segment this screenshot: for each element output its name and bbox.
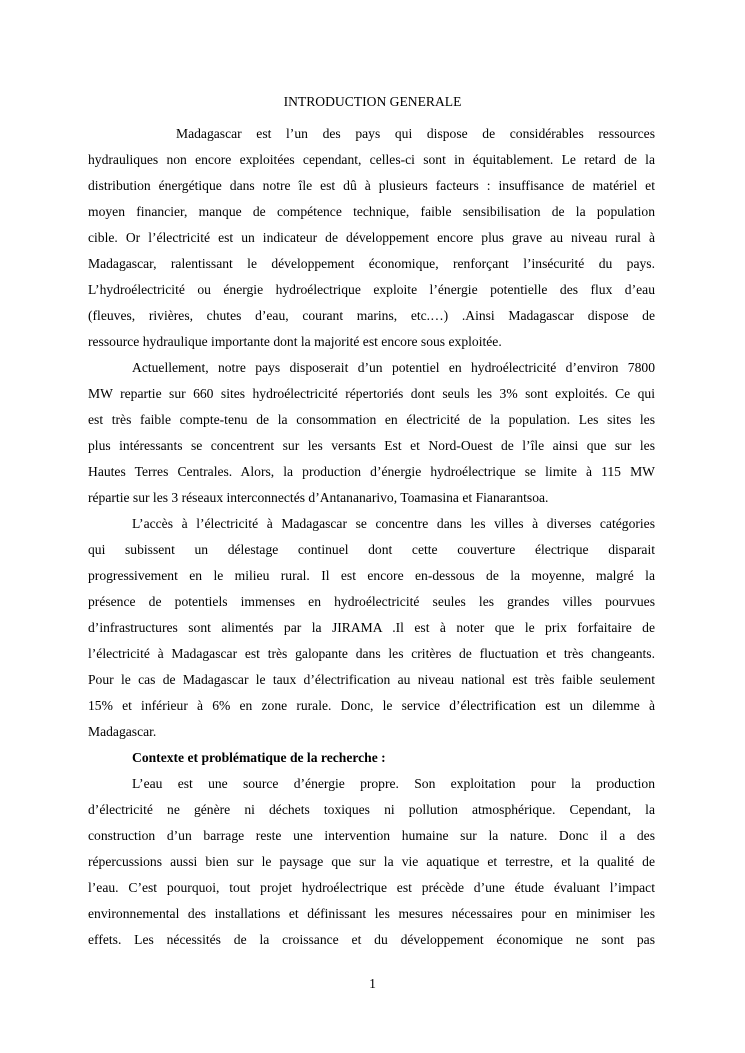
text-line: environnemental des installations et définissant les mesures nécessaires pour en minimiser les [88,906,655,921]
text-line: plus intéressants se concentrent sur les versants Est et Nord-Ouest de l’île ainsi que sur les [88,438,655,453]
text-line: L’hydroélectricité ou énergie hydroélectrique exploite l’énergie potentielle des flux d’eau [88,282,655,297]
paragraph-access [88,511,655,745]
text-line: progressivement en le milieu rural. Il est encore en-dessous de la moyenne, malgré la [88,568,655,583]
text-line: distribution énergétique dans notre île est dû à plusieurs facteurs : insuffisance de matériel et [88,178,655,193]
section-heading: Contexte et problématique de la recherche : [132,750,386,765]
text-line: L’accès à l’électricité à Madagascar se concentre dans les villes à diverses catégories [132,516,655,531]
text-line: L’eau est une source d’énergie propre. Son exploitation pour la production [132,776,655,791]
text-line: effets. Les nécessités de la croissance et du développement économique ne sont pas [88,932,655,947]
text-line: répartie sur les 3 réseaux interconnectés d’Antananarivo, Toamasina et Fianarantsoa. [88,490,549,505]
paragraph-potential [88,355,655,511]
text-line: l’électricité à Madagascar est très galopante dans les critères de fluctuation et très changeants. [88,646,655,661]
text-line: moyen financier, manque de compétence technique, faible sensibilisation de la population [88,204,655,219]
text-line: ressource hydraulique importante dont la majorité est encore sous exploitée. [88,334,502,349]
text-line: MW repartie sur 660 sites hydroélectricité répertoriés dont seuls les 3% sont exploités. Ce qui [88,386,655,401]
text-line: construction d’un barrage reste une intervention humaine sur la nature. Donc il a des [88,828,655,843]
document-title: INTRODUCTION GENERALE [283,94,462,109]
text-line: d’infrastructures sont alimentés par la JIRAMA .Il est à noter que le prix forfaitaire de [88,620,655,635]
text-line: Hautes Terres Centrales. Alors, la production d’énergie hydroélectrique se limite à 115 MW [88,464,655,479]
text-line: est très faible compte-tenu de la consommation en électricité de la population. Les sites les [88,412,655,427]
paragraph-context [88,771,655,953]
text-line: Actuellement, notre pays disposerait d’un potentiel en hydroélectricité d’environ 7800 [132,360,655,375]
text-line: (fleuves, rivières, chutes d’eau, courant marins, etc.…) .Ainsi Madagascar dispose de [88,308,655,323]
paragraph-intro [88,121,655,355]
text-line: Pour le cas de Madagascar le taux d’électrification au niveau national est très faible seulement [88,672,655,687]
text-line: 15% et inférieur à 6% en zone rurale. Donc, le service d’électrification est un dilemme à [88,698,655,713]
text-line: l’eau. C’est pourquoi, tout projet hydroélectrique est précède d’une étude évaluant l’impact [88,880,655,895]
text-line: qui subissent un délestage continuel dont cette couverture électrique disparait [88,542,655,557]
text-line: Madagascar. [88,724,157,739]
text-line: répercussions aussi bien sur le paysage que sur la vie aquatique et terrestre, et la qualité de [88,854,655,869]
text-line: présence de potentiels immenses en hydroélectricité seules les grandes villes pourvues [88,594,655,609]
text-line: cible. Or l’électricité est un indicateur de développement encore plus grave au niveau rural à [88,230,655,245]
text-line: d’électricité ne génère ni déchets toxiques ni pollution atmosphérique. Cependant, la [88,802,655,817]
text-line: Madagascar est l’un des pays qui dispose de considérables ressources [176,126,655,141]
text-line: Madagascar, ralentissant le développement économique, renforçant l’insécurité du pays. [88,256,655,271]
page-number: 1 [369,976,376,991]
text-line: hydrauliques non encore exploitées cependant, celles-ci sont in équitablement. Le retard de la [88,152,655,167]
